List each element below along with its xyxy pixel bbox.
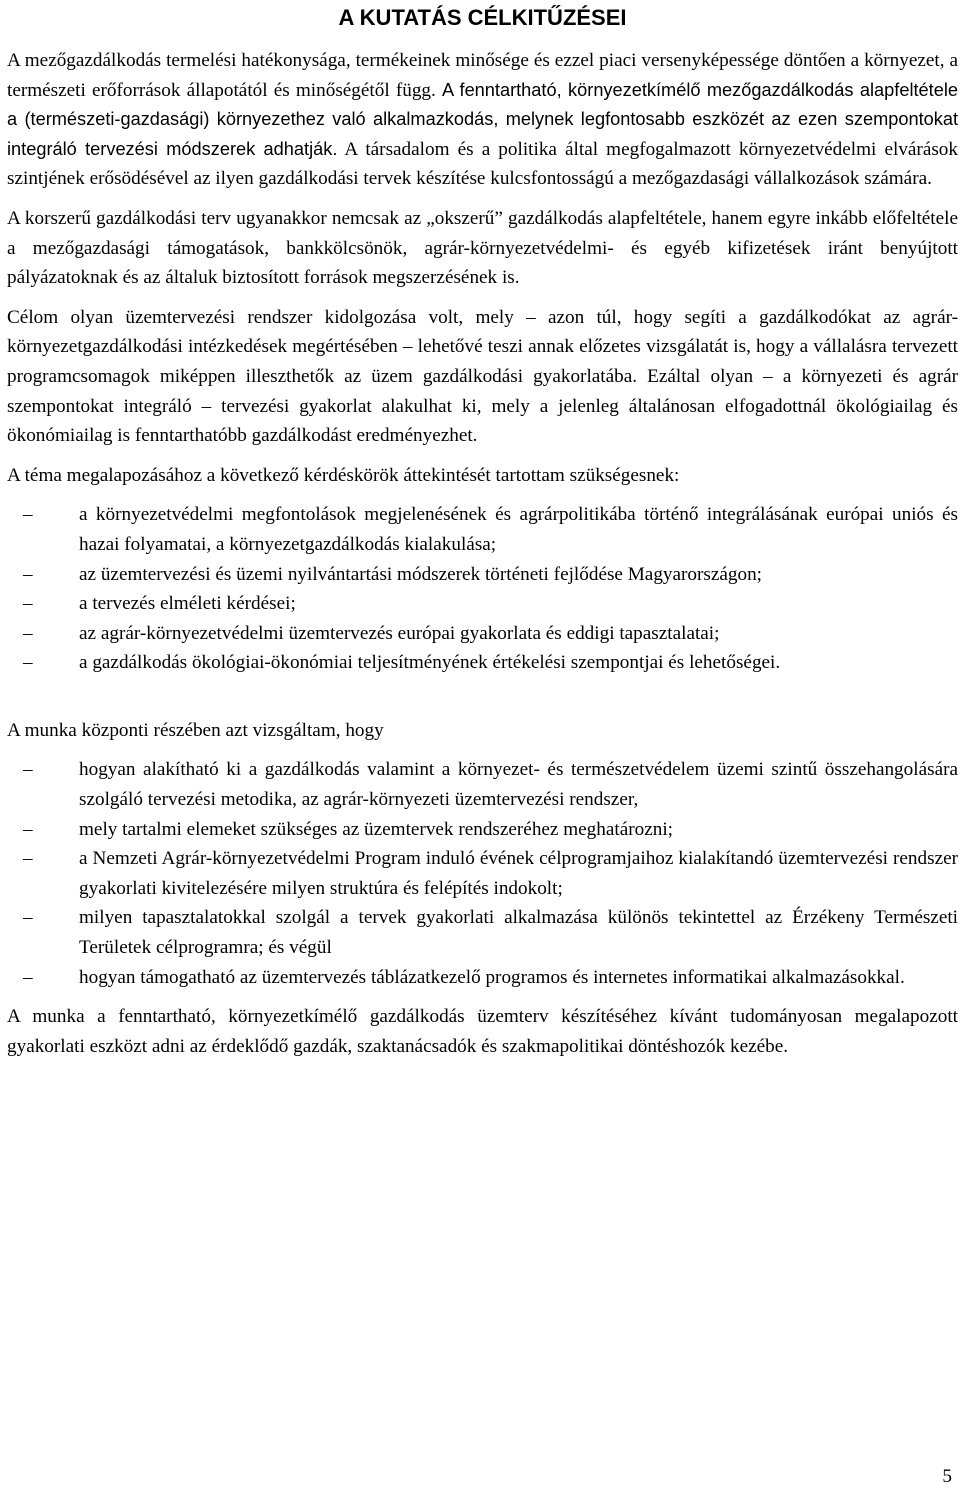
paragraph-intro-part2: A fenntartható, környezetkímélő mezőgazdálkodás alapfeltétele a (természeti-gazdasági) környezethez való alkalmazkodás, melynek legfontosabb eszközét az ezen szempontokat integráló tervezési módszerek adhatják. xyxy=(7,79,958,159)
list-item: – az üzemtervezési és üzemi nyilvántartási módszerek történeti fejlődése Magyarországon; xyxy=(7,560,958,590)
list-intro-research: A munka központi részében azt vizsgáltam, hogy xyxy=(7,719,384,741)
page-number: 5 xyxy=(942,1466,952,1487)
list-intro-topics: A téma megalapozásához a következő kérdéskörök áttekintését tartottam szükségesnek: xyxy=(7,464,680,486)
list-item: – a gazdálkodás ökológiai-ökonómiai teljesítményének értékelési szempontjai és lehetőségei. xyxy=(7,648,958,678)
list-item: – mely tartalmi elemeket szükséges az üzemtervek rendszeréhez meghatározni; xyxy=(7,815,958,845)
paragraph-goal: Célom olyan üzemtervezési rendszer kidolgozása volt, mely – azon túl, hogy segíti a gazdálkodókat az agrár-környezetgazdálkodási intézkedések megértésében – lehetővé teszi annak előzetes vizsgálatát is, hogy a vállalásra tervezett programcsomagok miképpen illeszthetők az üzem gazdálkodási gyakorlatába. Ezáltal olyan – a környezeti és agrár szempontokat integráló – tervezési gyakorlat alakulhat ki, mely a jelenleg általánosan elfogadottnál ökológiailag és ökonómiailag is fenntarthatóbb gazdálkodást eredményezhet. xyxy=(7,306,958,447)
dash-bullet: – xyxy=(23,504,33,526)
list-item: – hogyan alakítható ki a gazdálkodás valamint a környezet- és természetvédelem üzemi szintű összehangolására szolgáló tervezési metodika, az agrár-környezeti üzemtervezési rendszer, xyxy=(7,755,958,814)
dash-bullet: – xyxy=(23,652,33,674)
dash-bullet: – xyxy=(23,848,33,870)
paragraph-intro-part1: A mezőgazdálkodás termelési hatékonysága, termékeinek minősége és ezzel piaci versenyképessége döntően a környezet, a természeti erőforrások állapotától és minőségétől függ. xyxy=(7,50,958,101)
dash-bullet: – xyxy=(23,907,33,929)
list-item: – az agrár-környezetvédelmi üzemtervezés európai gyakorlata és eddigi tapasztalatai; xyxy=(7,619,958,649)
dash-bullet: – xyxy=(23,818,33,840)
paragraph-intro-part3: A társadalom és a politika által megfogalmazott környezetvédelmi elvárások szintjének erősödésével az ilyen gazdálkodási tervek készítése kulcsfontosságú a mezőgazdasági vállalkozások számára. xyxy=(7,138,958,190)
section-title: A KUTATÁS CÉLKITŰZÉSEI xyxy=(338,5,627,30)
list-item: – hogyan támogatható az üzemtervezés táblázatkezelő programos és internetes informatikai alkalmazásokkal. xyxy=(7,963,958,993)
dash-bullet: – xyxy=(23,593,33,615)
list-item: – a Nemzeti Agrár-környezetvédelmi Program induló évének célprogramjaihoz kialakítandó üzemtervezési rendszer gyakorlati kivitelezésére milyen struktúra és felépítés indokolt; xyxy=(7,844,958,903)
document-page xyxy=(7,0,958,1071)
dash-bullet: – xyxy=(23,966,33,988)
list-item: – a tervezés elméleti kérdései; xyxy=(7,589,958,619)
paragraph-intro xyxy=(7,46,958,194)
topics-list xyxy=(7,500,958,678)
paragraph-modern-plan: A korszerű gazdálkodási terv ugyanakkor nemcsak az „okszerű” gazdálkodás alapfeltétele, hanem egyre inkább előfeltétele a mezőgazdasági támogatások, bankkölcsönök, agrár-környezetvédelmi- és egyéb kifizetések iránt benyújtott pályázatoknak és az általuk biztosított források megszerzésének is. xyxy=(7,207,958,289)
paragraph-closing: A munka a fenntartható, környezetkímélő gazdálkodás üzemterv készítéséhez kívánt tudományosan megalapozott gyakorlati eszközt adni az érdeklődő gazdák, szaktanácsadók és szakmapolitikai döntéshozók kezébe. xyxy=(7,1006,958,1057)
dash-bullet: – xyxy=(23,563,33,585)
list-item: – milyen tapasztalatokkal szolgál a tervek gyakorlati alkalmazása különös tekintettel az Érzékeny Természeti Területek célprogramra; és végül xyxy=(7,903,958,962)
dash-bullet: – xyxy=(23,622,33,644)
research-list xyxy=(7,755,958,992)
dash-bullet: – xyxy=(23,759,33,781)
list-item: – a környezetvédelmi megfontolások megjelenésének és agrárpolitikába történő integrálásának európai uniós és hazai folyamatai, a környezetgazdálkodás kialakulása; xyxy=(7,500,958,559)
